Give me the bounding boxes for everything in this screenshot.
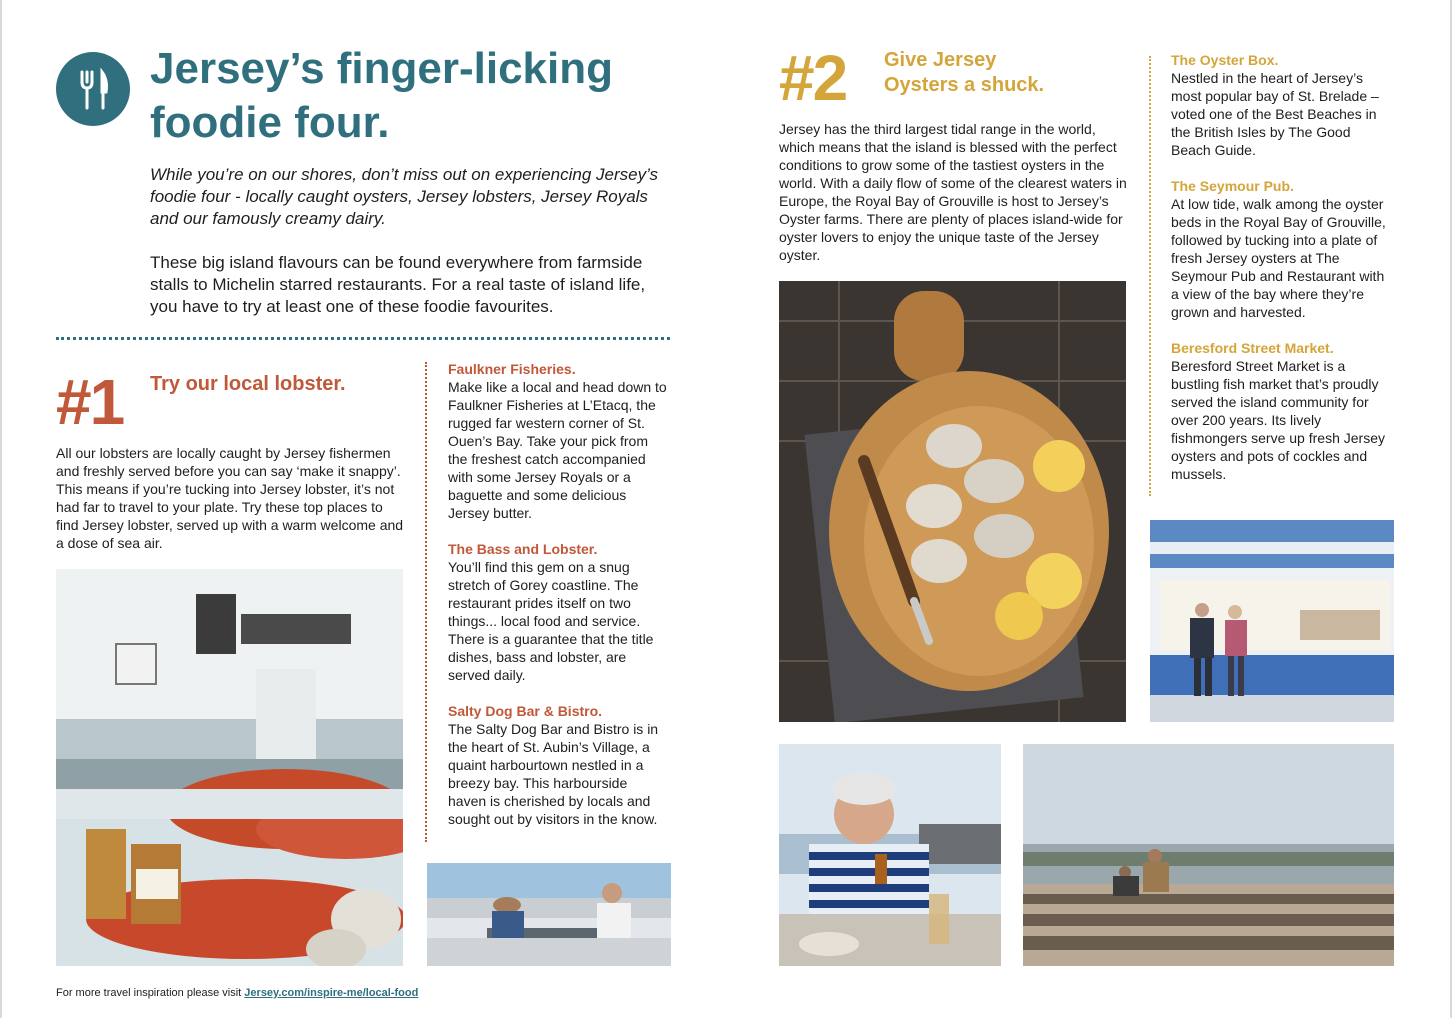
venue-name: Salty Dog Bar & Bistro. (448, 703, 603, 719)
venue-text: Make like a local and head down to Faulkner Fisheries at L’Etacq, the rugged far western corner of St. Ouen’s Bay. Take your pick from the freshest catch accompanied with some Jersey Royals or a baguette and some delicious Jersey butter. (448, 379, 667, 521)
venue-name: The Oyster Box. (1171, 52, 1279, 68)
man-with-drink-photo (779, 744, 1001, 966)
column-divider (425, 362, 427, 842)
venue-text: The Salty Dog Bar and Bistro is in the heart of St. Aubin’s Village, a quaint harbourtown nestled in a breezy bay. This harbourside haven is cherished by locals and sought out by visitors in the know. (448, 721, 659, 827)
fork-knife-icon (56, 52, 130, 126)
venue-text: Beresford Street Market is a bustling fish market that’s proudly served the island community for over 200 years. Its lively fishmongers serve up fresh Jersey oysters and pots of cockles and mussels. (1171, 358, 1385, 482)
footer (56, 986, 418, 1000)
section-heading-line: Give Jersey (884, 49, 997, 71)
venue-list (1171, 51, 1386, 501)
venue-name: Beresford Street Market. (1171, 340, 1334, 356)
venue-name: The Seymour Pub. (1171, 178, 1294, 194)
section-heading: Try our local lobster. (150, 373, 346, 395)
venue-text: At low tide, walk among the oyster beds in the Royal Bay of Grouville, followed by tucking into a plate of fresh Jersey oysters at The Seymour Pub and Restaurant with a view of the bay where they’re grown and harvested. (1171, 196, 1386, 320)
section-heading-line: Oysters a shuck. (884, 74, 1045, 96)
section-divider (56, 337, 670, 340)
oyster-beds-photo (1023, 744, 1394, 966)
venue-list (448, 360, 668, 846)
fish-market-photo (1150, 520, 1394, 722)
lobster-market-photo (56, 569, 403, 966)
venue-item (1171, 51, 1386, 159)
section-number: #2 (779, 42, 847, 114)
venue-item (448, 540, 668, 684)
section-number: #1 (56, 366, 124, 438)
intro-paragraph: These big island flavours can be found everywhere from farmside stalls to Michelin starred restaurants. For a real taste of island life, you have to try at least one of these foodie favourites. (150, 253, 646, 316)
venue-item (448, 702, 668, 828)
bistro-diners-photo (427, 863, 671, 966)
venue-text: You’ll find this gem on a snug stretch of Gorey coastline. The restaurant prides itself on two things... local food and service. There is a guarantee that the title dishes, bass and lobster, are served daily. (448, 559, 654, 683)
page-title-line: Jersey’s finger-licking (150, 44, 614, 93)
venue-name: Faulkner Fisheries. (448, 361, 576, 377)
intro-italic: While you’re on our shores, don’t miss out on experiencing Jersey’s foodie four - locally caught oysters, Jersey lobsters, Jersey Royals and our famously creamy dairy. (150, 165, 659, 228)
cutlery-logo (56, 52, 130, 126)
column-divider (1149, 56, 1151, 496)
footer-link[interactable]: Jersey.com/inspire-me/local-food (244, 987, 419, 999)
page-title (150, 42, 670, 150)
section-heading (884, 48, 1084, 98)
footer-text: For more travel inspiration please visit (56, 987, 245, 999)
venue-text: Nestled in the heart of Jersey’s most popular bay of St. Brelade – voted one of the Best Beaches in the British Isles by The Good Beach Guide. (1171, 70, 1379, 158)
page-title-line: foodie four. (150, 98, 390, 147)
oyster-board-photo (779, 281, 1126, 722)
venue-item (448, 360, 668, 522)
section-body: All our lobsters are locally caught by Jersey fishermen and freshly served before you can say ‘make it snappy’. This means if you’re tucking into Jersey lobster, it’s not had far to travel to your plate. Try these top places to find Jersey lobster, served up with a warm welcome and a dose of sea air. (56, 445, 404, 551)
venue-name: The Bass and Lobster. (448, 541, 598, 557)
page-edge (0, 0, 2, 1018)
venue-item (1171, 339, 1386, 483)
section-body: Jersey has the third largest tidal range in the world, which means that the island is blessed with the perfect conditions to grow some of the tastiest oysters in the world. With a daily flow of some of the clearest waters in Europe, the Royal Bay of Grouville is host to Jersey’s Oyster farms. There are plenty of places island-wide for oyster lovers to enjoy the unique taste of the Jersey oyster. (779, 121, 1127, 263)
venue-item (1171, 177, 1386, 321)
